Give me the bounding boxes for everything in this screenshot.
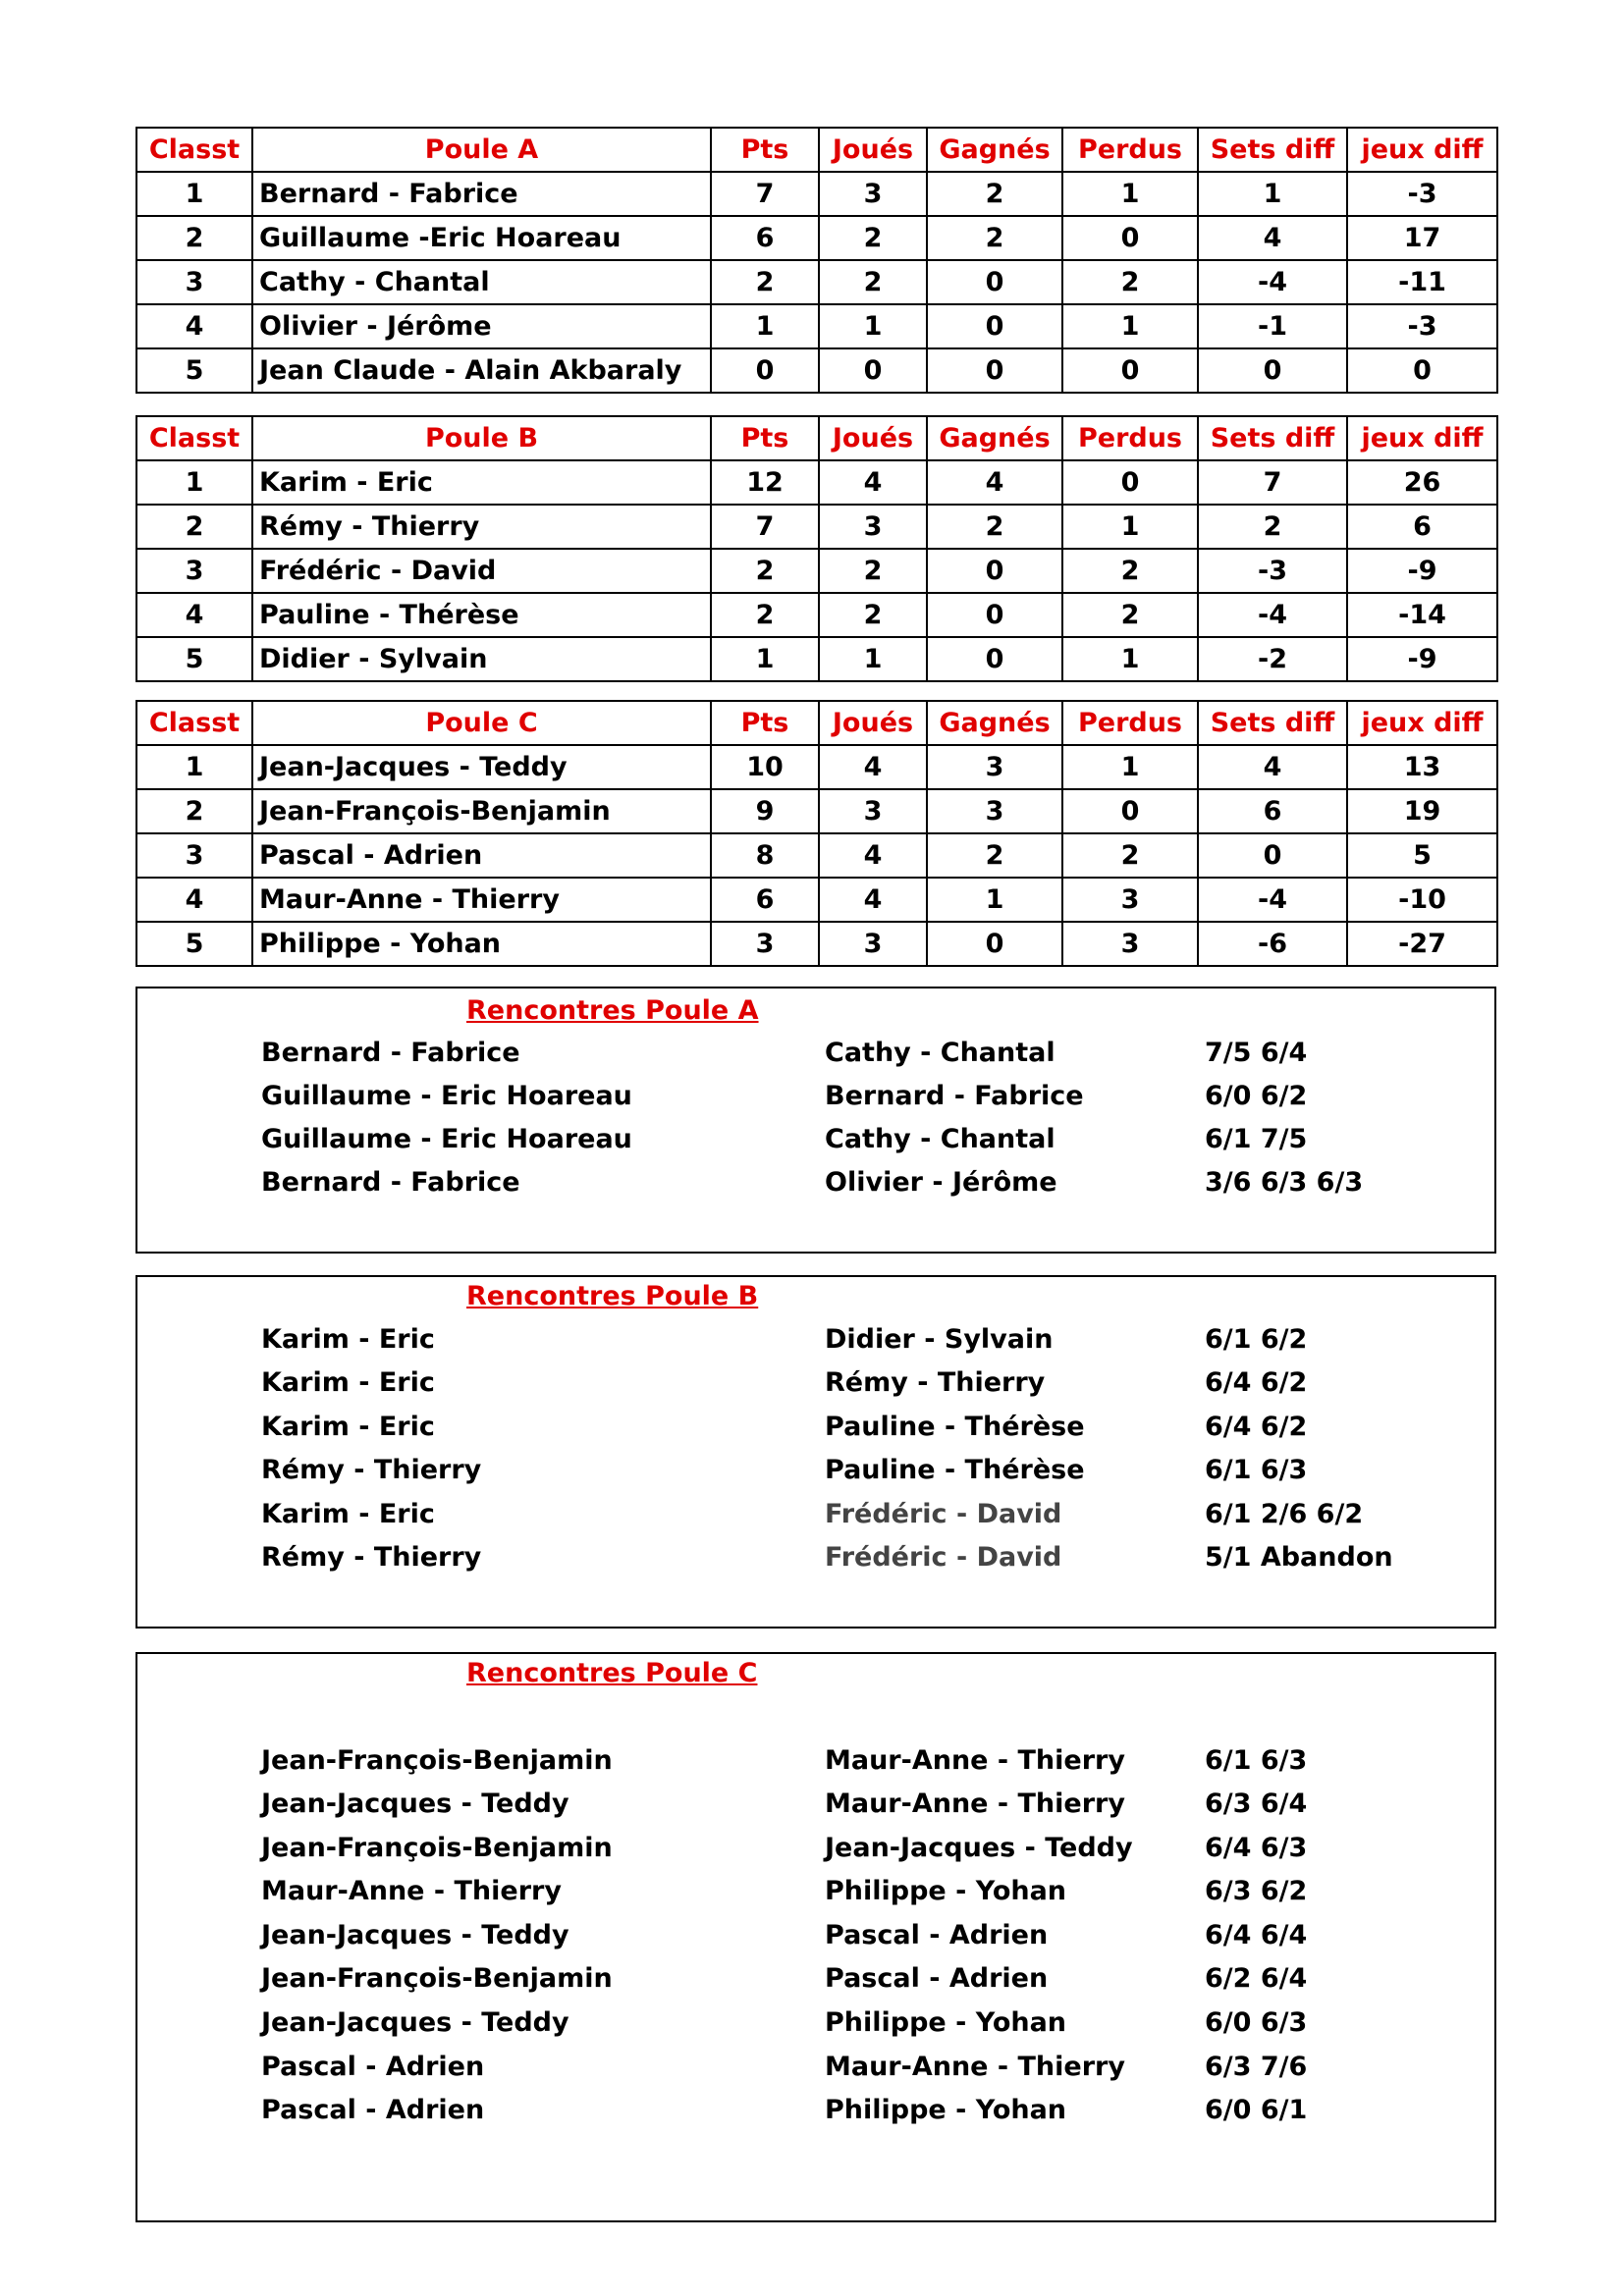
gagnes-cell: 1: [927, 878, 1062, 922]
jeux-diff-cell: 19: [1347, 789, 1497, 833]
team1: Jean-Jacques - Teddy: [261, 2007, 569, 2038]
table-row: [136, 833, 1497, 878]
rank-cell: 3: [136, 260, 252, 304]
team1: Pascal - Adrien: [261, 2095, 485, 2125]
match-row: [137, 1038, 1494, 1081]
team2: Philippe - Yohan: [825, 2095, 1067, 2125]
team1: Jean-François-Benjamin: [261, 1963, 613, 1994]
score: 6/1 2/6 6/2: [1205, 1499, 1364, 1529]
match-row: [137, 1876, 1494, 1919]
sets-diff-cell: 4: [1198, 745, 1347, 789]
pts-cell: 2: [711, 593, 819, 637]
sets-diff-cell: -3: [1198, 549, 1347, 593]
jeux-diff-cell: 5: [1347, 833, 1497, 878]
header-classt: Classt: [136, 128, 252, 172]
pts-cell: 2: [711, 260, 819, 304]
team1: Rémy - Thierry: [261, 1455, 482, 1485]
match-row: [137, 1455, 1494, 1498]
score: 6/0 6/3: [1205, 2007, 1308, 2038]
team1: Guillaume - Eric Hoareau: [261, 1124, 632, 1154]
jeux-diff-cell: 6: [1347, 505, 1497, 549]
team1: Karim - Eric: [261, 1412, 435, 1442]
match-row: [137, 1833, 1494, 1876]
table-row: [136, 549, 1497, 593]
table-row: [136, 593, 1497, 637]
perdus-cell: 1: [1062, 505, 1198, 549]
joues-cell: 4: [819, 745, 927, 789]
team-cell: Jean-Jacques - Teddy: [252, 745, 711, 789]
match-row: [137, 1542, 1494, 1585]
score: 6/4 6/2: [1205, 1412, 1308, 1442]
team-cell: Olivier - Jérôme: [252, 304, 711, 348]
joues-cell: 4: [819, 460, 927, 505]
team2: Maur-Anne - Thierry: [825, 1789, 1125, 1819]
header-jeux-diff: jeux diff: [1347, 128, 1497, 172]
score: 6/1 6/3: [1205, 1455, 1308, 1485]
pts-cell: 12: [711, 460, 819, 505]
team-cell: Jean Claude - Alain Akbaraly: [252, 348, 711, 393]
pts-cell: 7: [711, 172, 819, 216]
score: 5/1 Abandon: [1205, 1542, 1393, 1573]
table-row: [136, 348, 1497, 393]
rank-cell: 1: [136, 745, 252, 789]
team1: Rémy - Thierry: [261, 1542, 482, 1573]
rencontres-title: Rencontres Poule A: [466, 995, 759, 1026]
rank-cell: 4: [136, 304, 252, 348]
rank-cell: 1: [136, 172, 252, 216]
team1: Karim - Eric: [261, 1324, 435, 1355]
score: 6/3 6/4: [1205, 1789, 1308, 1819]
header-jeux-diff: jeux diff: [1347, 416, 1497, 460]
team2: Maur-Anne - Thierry: [825, 1745, 1125, 1776]
sets-diff-cell: 7: [1198, 460, 1347, 505]
score: 6/1 6/2: [1205, 1324, 1308, 1355]
header-gagnes: Gagnés: [927, 701, 1062, 745]
jeux-diff-cell: 0: [1347, 348, 1497, 393]
perdus-cell: 0: [1062, 216, 1198, 260]
team2: Jean-Jacques - Teddy: [825, 1833, 1133, 1863]
pts-cell: 3: [711, 922, 819, 966]
rencontres-poule-c-box: [135, 1652, 1496, 2222]
team-cell: Frédéric - David: [252, 549, 711, 593]
rank-cell: 3: [136, 833, 252, 878]
score: 6/4 6/2: [1205, 1367, 1308, 1398]
table-header-row: [136, 416, 1497, 460]
perdus-cell: 0: [1062, 789, 1198, 833]
header-pts: Pts: [711, 416, 819, 460]
team-cell: Pascal - Adrien: [252, 833, 711, 878]
team2: Frédéric - David: [825, 1499, 1062, 1529]
header-pts: Pts: [711, 701, 819, 745]
team1: Pascal - Adrien: [261, 2052, 485, 2082]
pts-cell: 6: [711, 216, 819, 260]
rencontres-title: Rencontres Poule B: [466, 1281, 759, 1311]
header-perdus: Perdus: [1062, 416, 1198, 460]
header-sets-diff: Sets diff: [1198, 416, 1347, 460]
table-row: [136, 745, 1497, 789]
match-row: [137, 2052, 1494, 2095]
team1: Bernard - Fabrice: [261, 1167, 520, 1198]
match-row: [137, 2095, 1494, 2138]
table-header-row: [136, 701, 1497, 745]
team-cell: Pauline - Thérèse: [252, 593, 711, 637]
sets-diff-cell: -4: [1198, 260, 1347, 304]
pts-cell: 10: [711, 745, 819, 789]
team2: Philippe - Yohan: [825, 2007, 1067, 2038]
table-row: [136, 172, 1497, 216]
rank-cell: 2: [136, 505, 252, 549]
team2: Pauline - Thérèse: [825, 1455, 1085, 1485]
header-joues: Joués: [819, 416, 927, 460]
header-joues: Joués: [819, 701, 927, 745]
rencontres-poule-b-box: [135, 1275, 1496, 1629]
table-header-row: [136, 128, 1497, 172]
gagnes-cell: 0: [927, 637, 1062, 681]
joues-cell: 2: [819, 260, 927, 304]
gagnes-cell: 2: [927, 172, 1062, 216]
header-sets-diff: Sets diff: [1198, 128, 1347, 172]
rank-cell: 5: [136, 637, 252, 681]
joues-cell: 3: [819, 789, 927, 833]
sets-diff-cell: -2: [1198, 637, 1347, 681]
score: 6/0 6/1: [1205, 2095, 1308, 2125]
team1: Jean-François-Benjamin: [261, 1833, 613, 1863]
gagnes-cell: 0: [927, 260, 1062, 304]
header-jeux-diff: jeux diff: [1347, 701, 1497, 745]
standings-table-poule-a: [135, 127, 1498, 394]
header-classt: Classt: [136, 416, 252, 460]
match-row: [137, 1367, 1494, 1411]
team2: Bernard - Fabrice: [825, 1081, 1084, 1111]
score: 3/6 6/3 6/3: [1205, 1167, 1364, 1198]
match-row: [137, 1499, 1494, 1542]
sets-diff-cell: 0: [1198, 348, 1347, 393]
team-cell: Bernard - Fabrice: [252, 172, 711, 216]
team2: Pauline - Thérèse: [825, 1412, 1085, 1442]
jeux-diff-cell: 17: [1347, 216, 1497, 260]
header-perdus: Perdus: [1062, 701, 1198, 745]
score: 6/3 7/6: [1205, 2052, 1308, 2082]
perdus-cell: 0: [1062, 348, 1198, 393]
sets-diff-cell: 1: [1198, 172, 1347, 216]
match-row: [137, 1124, 1494, 1167]
perdus-cell: 1: [1062, 745, 1198, 789]
pts-cell: 7: [711, 505, 819, 549]
header-pool-name: Poule A: [252, 128, 711, 172]
table-row: [136, 304, 1497, 348]
sets-diff-cell: 0: [1198, 833, 1347, 878]
joues-cell: 3: [819, 922, 927, 966]
team2: Didier - Sylvain: [825, 1324, 1054, 1355]
gagnes-cell: 2: [927, 216, 1062, 260]
standings-table-poule-b: [135, 415, 1498, 682]
joues-cell: 4: [819, 878, 927, 922]
team-cell: Cathy - Chantal: [252, 260, 711, 304]
rank-cell: 4: [136, 878, 252, 922]
header-sets-diff: Sets diff: [1198, 701, 1347, 745]
perdus-cell: 1: [1062, 172, 1198, 216]
gagnes-cell: 0: [927, 922, 1062, 966]
team1: Maur-Anne - Thierry: [261, 1876, 562, 1906]
match-row: [137, 2007, 1494, 2051]
table-row: [136, 505, 1497, 549]
team1: Jean-Jacques - Teddy: [261, 1789, 569, 1819]
table-row: [136, 922, 1497, 966]
score: 6/0 6/2: [1205, 1081, 1308, 1111]
sets-diff-cell: 4: [1198, 216, 1347, 260]
team2: Pascal - Adrien: [825, 1920, 1049, 1950]
team-cell: Maur-Anne - Thierry: [252, 878, 711, 922]
rencontres-title: Rencontres Poule C: [466, 1658, 758, 1688]
score: 6/4 6/4: [1205, 1920, 1308, 1950]
joues-cell: 2: [819, 549, 927, 593]
sets-diff-cell: 6: [1198, 789, 1347, 833]
gagnes-cell: 3: [927, 745, 1062, 789]
jeux-diff-cell: -27: [1347, 922, 1497, 966]
table-row: [136, 216, 1497, 260]
jeux-diff-cell: -11: [1347, 260, 1497, 304]
team2: Philippe - Yohan: [825, 1876, 1067, 1906]
rencontres-poule-a-box: [135, 987, 1496, 1254]
joues-cell: 3: [819, 505, 927, 549]
team2: Olivier - Jérôme: [825, 1167, 1057, 1198]
team1: Bernard - Fabrice: [261, 1038, 520, 1068]
gagnes-cell: 2: [927, 505, 1062, 549]
score: 7/5 6/4: [1205, 1038, 1308, 1068]
joues-cell: 2: [819, 593, 927, 637]
header-perdus: Perdus: [1062, 128, 1198, 172]
pts-cell: 6: [711, 878, 819, 922]
perdus-cell: 3: [1062, 878, 1198, 922]
gagnes-cell: 0: [927, 304, 1062, 348]
header-classt: Classt: [136, 701, 252, 745]
joues-cell: 0: [819, 348, 927, 393]
perdus-cell: 3: [1062, 922, 1198, 966]
gagnes-cell: 0: [927, 348, 1062, 393]
rank-cell: 5: [136, 348, 252, 393]
rank-cell: 2: [136, 789, 252, 833]
pts-cell: 2: [711, 549, 819, 593]
match-row: [137, 1745, 1494, 1789]
rank-cell: 3: [136, 549, 252, 593]
match-row: [137, 1920, 1494, 1963]
team-cell: Philippe - Yohan: [252, 922, 711, 966]
perdus-cell: 2: [1062, 549, 1198, 593]
sets-diff-cell: -4: [1198, 593, 1347, 637]
team-cell: Didier - Sylvain: [252, 637, 711, 681]
perdus-cell: 1: [1062, 637, 1198, 681]
match-row: [137, 1963, 1494, 2006]
gagnes-cell: 2: [927, 833, 1062, 878]
score: 6/4 6/3: [1205, 1833, 1308, 1863]
team2: Pascal - Adrien: [825, 1963, 1049, 1994]
header-gagnes: Gagnés: [927, 128, 1062, 172]
table-row: [136, 637, 1497, 681]
match-row: [137, 1324, 1494, 1367]
team-cell: Guillaume -Eric Hoareau: [252, 216, 711, 260]
perdus-cell: 1: [1062, 304, 1198, 348]
perdus-cell: 2: [1062, 833, 1198, 878]
sets-diff-cell: -4: [1198, 878, 1347, 922]
jeux-diff-cell: -14: [1347, 593, 1497, 637]
gagnes-cell: 4: [927, 460, 1062, 505]
team2: Maur-Anne - Thierry: [825, 2052, 1125, 2082]
joues-cell: 2: [819, 216, 927, 260]
match-row: [137, 1789, 1494, 1832]
team-cell: Karim - Eric: [252, 460, 711, 505]
pts-cell: 1: [711, 304, 819, 348]
team1: Karim - Eric: [261, 1499, 435, 1529]
rank-cell: 1: [136, 460, 252, 505]
jeux-diff-cell: 13: [1347, 745, 1497, 789]
joues-cell: 1: [819, 304, 927, 348]
rank-cell: 5: [136, 922, 252, 966]
rank-cell: 2: [136, 216, 252, 260]
sets-diff-cell: -1: [1198, 304, 1347, 348]
joues-cell: 1: [819, 637, 927, 681]
match-row: [137, 1412, 1494, 1455]
perdus-cell: 2: [1062, 593, 1198, 637]
pts-cell: 0: [711, 348, 819, 393]
team2: Cathy - Chantal: [825, 1038, 1056, 1068]
pts-cell: 9: [711, 789, 819, 833]
team2: Cathy - Chantal: [825, 1124, 1056, 1154]
table-row: [136, 460, 1497, 505]
perdus-cell: 0: [1062, 460, 1198, 505]
jeux-diff-cell: -3: [1347, 172, 1497, 216]
pts-cell: 1: [711, 637, 819, 681]
team1: Jean-Jacques - Teddy: [261, 1920, 569, 1950]
jeux-diff-cell: -9: [1347, 637, 1497, 681]
team-cell: Rémy - Thierry: [252, 505, 711, 549]
header-gagnes: Gagnés: [927, 416, 1062, 460]
score: 6/2 6/4: [1205, 1963, 1308, 1994]
table-row: [136, 789, 1497, 833]
team1: Guillaume - Eric Hoareau: [261, 1081, 632, 1111]
jeux-diff-cell: -9: [1347, 549, 1497, 593]
team2: Frédéric - David: [825, 1542, 1062, 1573]
jeux-diff-cell: -3: [1347, 304, 1497, 348]
gagnes-cell: 0: [927, 593, 1062, 637]
sets-diff-cell: -6: [1198, 922, 1347, 966]
team-cell: Jean-François-Benjamin: [252, 789, 711, 833]
header-pts: Pts: [711, 128, 819, 172]
perdus-cell: 2: [1062, 260, 1198, 304]
score: 6/1 7/5: [1205, 1124, 1308, 1154]
table-row: [136, 260, 1497, 304]
gagnes-cell: 0: [927, 549, 1062, 593]
team2: Rémy - Thierry: [825, 1367, 1046, 1398]
joues-cell: 3: [819, 172, 927, 216]
score: 6/1 6/3: [1205, 1745, 1308, 1776]
table-row: [136, 878, 1497, 922]
match-row: [137, 1167, 1494, 1210]
sets-diff-cell: 2: [1198, 505, 1347, 549]
jeux-diff-cell: -10: [1347, 878, 1497, 922]
jeux-diff-cell: 26: [1347, 460, 1497, 505]
standings-table-poule-c: [135, 700, 1498, 967]
joues-cell: 4: [819, 833, 927, 878]
gagnes-cell: 3: [927, 789, 1062, 833]
team1: Jean-François-Benjamin: [261, 1745, 613, 1776]
header-pool-name: Poule B: [252, 416, 711, 460]
score: 6/3 6/2: [1205, 1876, 1308, 1906]
pts-cell: 8: [711, 833, 819, 878]
team1: Karim - Eric: [261, 1367, 435, 1398]
rank-cell: 4: [136, 593, 252, 637]
header-pool-name: Poule C: [252, 701, 711, 745]
match-row: [137, 1081, 1494, 1124]
header-joues: Joués: [819, 128, 927, 172]
